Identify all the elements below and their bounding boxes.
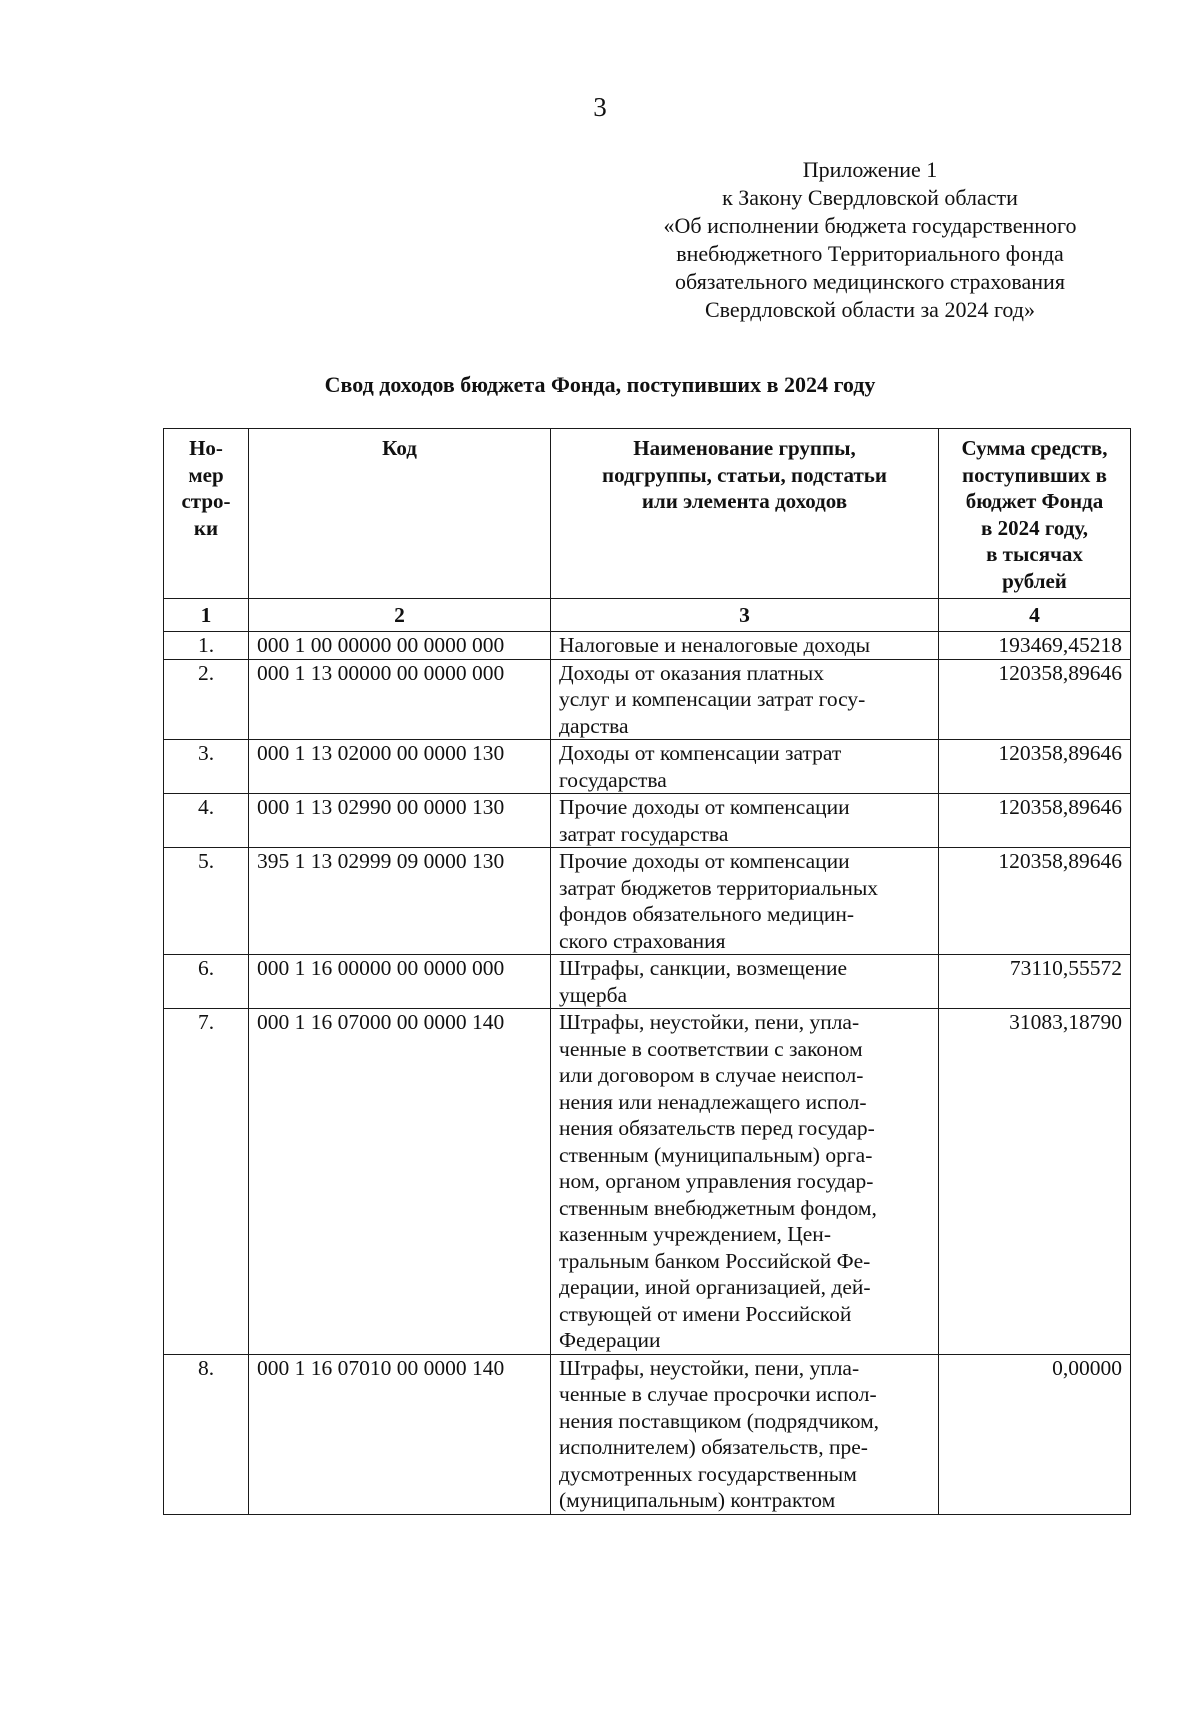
row-number: 1. bbox=[164, 632, 249, 660]
income-sum: 73110,55572 bbox=[939, 955, 1131, 1009]
income-name-line: государства bbox=[559, 767, 667, 792]
income-name-line: исполнителем) обязательств, пре- bbox=[559, 1435, 868, 1459]
header-name bbox=[551, 429, 939, 599]
income-name-line: Доходы от компенсации затрат bbox=[559, 741, 842, 765]
income-name-line: ственным (муниципальным) орга- bbox=[559, 1142, 873, 1167]
row-number: 6. bbox=[164, 955, 249, 1009]
table-row bbox=[164, 955, 1131, 1009]
income-code: 000 1 16 00000 00 0000 000 bbox=[249, 955, 551, 1009]
income-name bbox=[551, 1009, 939, 1355]
table-row bbox=[164, 1009, 1131, 1355]
income-name bbox=[551, 1354, 939, 1514]
income-code: 000 1 13 00000 00 0000 000 bbox=[249, 659, 551, 740]
income-name-line: дусмотренных государственным bbox=[559, 1461, 857, 1486]
income-name-line: Штрафы, неустойки, пени, упла- bbox=[559, 1010, 860, 1034]
table-title: Свод доходов бюджета Фонда, поступивших в 2024 году bbox=[324, 372, 876, 397]
income-name bbox=[551, 955, 939, 1009]
row-number: 8. bbox=[164, 1354, 249, 1514]
income-name-line: ственным внебюджетным фондом, bbox=[559, 1195, 877, 1220]
row-number: 7. bbox=[164, 1009, 249, 1355]
header-text: или элемента доходов bbox=[641, 489, 848, 513]
table-row bbox=[164, 632, 1131, 660]
income-name-line: Штрафы, неустойки, пени, упла- bbox=[559, 1355, 860, 1380]
income-name-line: ном, органом управления государ- bbox=[559, 1169, 874, 1193]
table-row bbox=[164, 740, 1131, 794]
header-row-number bbox=[164, 429, 249, 599]
appendix-line: Свердловской области за 2024 год» bbox=[705, 297, 1035, 322]
header-text: в 2024 году, bbox=[980, 515, 1089, 540]
header-text: Наименование группы, bbox=[633, 436, 856, 460]
income-name-line: Доходы от оказания платных bbox=[559, 660, 824, 685]
income-name-line: Прочие доходы от компенсации bbox=[559, 849, 850, 873]
income-name-line: или договором в случае неиспол- bbox=[559, 1063, 864, 1087]
table-row bbox=[164, 848, 1131, 955]
header-text: ки bbox=[193, 515, 219, 540]
income-name-line: Налоговые и неналоговые доходы bbox=[559, 633, 871, 657]
header-text: в тысячах bbox=[986, 542, 1083, 566]
income-code: 000 1 13 02990 00 0000 130 bbox=[249, 794, 551, 848]
income-table bbox=[163, 428, 1131, 1515]
income-name-line: ченные в случае просрочки испол- bbox=[559, 1382, 877, 1406]
income-name-line: нения обязательств перед государ- bbox=[559, 1116, 875, 1140]
appendix-line: Приложение 1 bbox=[802, 157, 938, 182]
income-code: 000 1 16 07000 00 0000 140 bbox=[249, 1009, 551, 1355]
income-name bbox=[551, 848, 939, 955]
income-name-line: дарства bbox=[559, 713, 629, 738]
appendix-line: к Закону Свердловской области bbox=[722, 185, 1018, 210]
header-text: мер bbox=[188, 462, 224, 487]
header-text: бюджет Фонда bbox=[965, 489, 1104, 513]
income-code: 395 1 13 02999 09 0000 130 bbox=[249, 848, 551, 955]
header-text: рублей bbox=[1002, 568, 1067, 593]
header-text: подгруппы, статьи, подстатьи bbox=[601, 462, 887, 487]
income-name-line: ченные в соответствии с законом bbox=[559, 1036, 863, 1061]
appendix-line: внебюджетного Территориального фонда bbox=[676, 241, 1064, 266]
income-name-line: нения или ненадлежащего испол- bbox=[559, 1089, 867, 1114]
income-name-line: затрат государства bbox=[559, 821, 729, 846]
income-sum: 0,00000 bbox=[939, 1354, 1131, 1514]
header-text: Код bbox=[382, 436, 417, 460]
row-number: 2. bbox=[164, 659, 249, 740]
table-row bbox=[164, 659, 1131, 740]
income-name-line: Прочие доходы от компенсации bbox=[559, 795, 850, 819]
income-name bbox=[551, 632, 939, 660]
income-name-line: Федерации bbox=[559, 1328, 661, 1352]
table-body bbox=[164, 632, 1131, 1515]
row-number: 5. bbox=[164, 848, 249, 955]
income-sum: 120358,89646 bbox=[939, 659, 1131, 740]
appendix-line: «Об исполнении бюджета государственного bbox=[663, 213, 1077, 238]
income-name bbox=[551, 659, 939, 740]
table-header-row bbox=[164, 429, 1131, 599]
income-name-line: фондов обязательного медицин- bbox=[559, 902, 855, 926]
header-text: Сумма средств, bbox=[961, 436, 1108, 460]
table-row bbox=[164, 1354, 1131, 1514]
income-name-line: казенным учреждением, Цен- bbox=[559, 1222, 831, 1246]
column-number: 2 bbox=[249, 599, 551, 632]
income-name-line: ущерба bbox=[559, 982, 628, 1007]
income-code: 000 1 00 00000 00 0000 000 bbox=[249, 632, 551, 660]
income-name-line: Штрафы, санкции, возмещение bbox=[559, 956, 848, 980]
income-code: 000 1 16 07010 00 0000 140 bbox=[249, 1354, 551, 1514]
header-text: стро- bbox=[181, 489, 231, 513]
income-name-line: нения поставщиком (подрядчиком, bbox=[559, 1408, 880, 1433]
row-number: 3. bbox=[164, 740, 249, 794]
income-name-line: дерации, иной организацией, дей- bbox=[559, 1275, 871, 1299]
row-number: 4. bbox=[164, 794, 249, 848]
income-sum: 193469,45218 bbox=[939, 632, 1131, 660]
income-name bbox=[551, 794, 939, 848]
header-text: поступивших в bbox=[962, 462, 1107, 487]
appendix-reference bbox=[630, 156, 1110, 324]
income-code: 000 1 13 02000 00 0000 130 bbox=[249, 740, 551, 794]
column-number-row bbox=[164, 599, 1131, 632]
table-row bbox=[164, 794, 1131, 848]
income-sum: 120358,89646 bbox=[939, 848, 1131, 955]
income-sum: 31083,18790 bbox=[939, 1009, 1131, 1355]
page-number: 3 bbox=[593, 92, 607, 122]
appendix-line: обязательного медицинского страхования bbox=[675, 269, 1065, 294]
column-number: 1 bbox=[164, 599, 249, 632]
header-code bbox=[249, 429, 551, 599]
header-sum bbox=[939, 429, 1131, 599]
income-name-line: ского страхования bbox=[559, 928, 726, 953]
column-number: 3 bbox=[551, 599, 939, 632]
income-name bbox=[551, 740, 939, 794]
income-sum: 120358,89646 bbox=[939, 740, 1131, 794]
header-text: Но- bbox=[189, 436, 223, 460]
income-name-line: (муниципальным) контрактом bbox=[559, 1488, 836, 1512]
income-name-line: затрат бюджетов территориальных bbox=[559, 875, 879, 900]
income-name-line: тральным банком Российской Фе- bbox=[559, 1248, 871, 1273]
income-name-line: услуг и компенсации затрат госу- bbox=[559, 687, 866, 711]
income-sum: 120358,89646 bbox=[939, 794, 1131, 848]
income-name-line: ствующей от имени Российской bbox=[559, 1301, 852, 1326]
column-number: 4 bbox=[939, 599, 1131, 632]
